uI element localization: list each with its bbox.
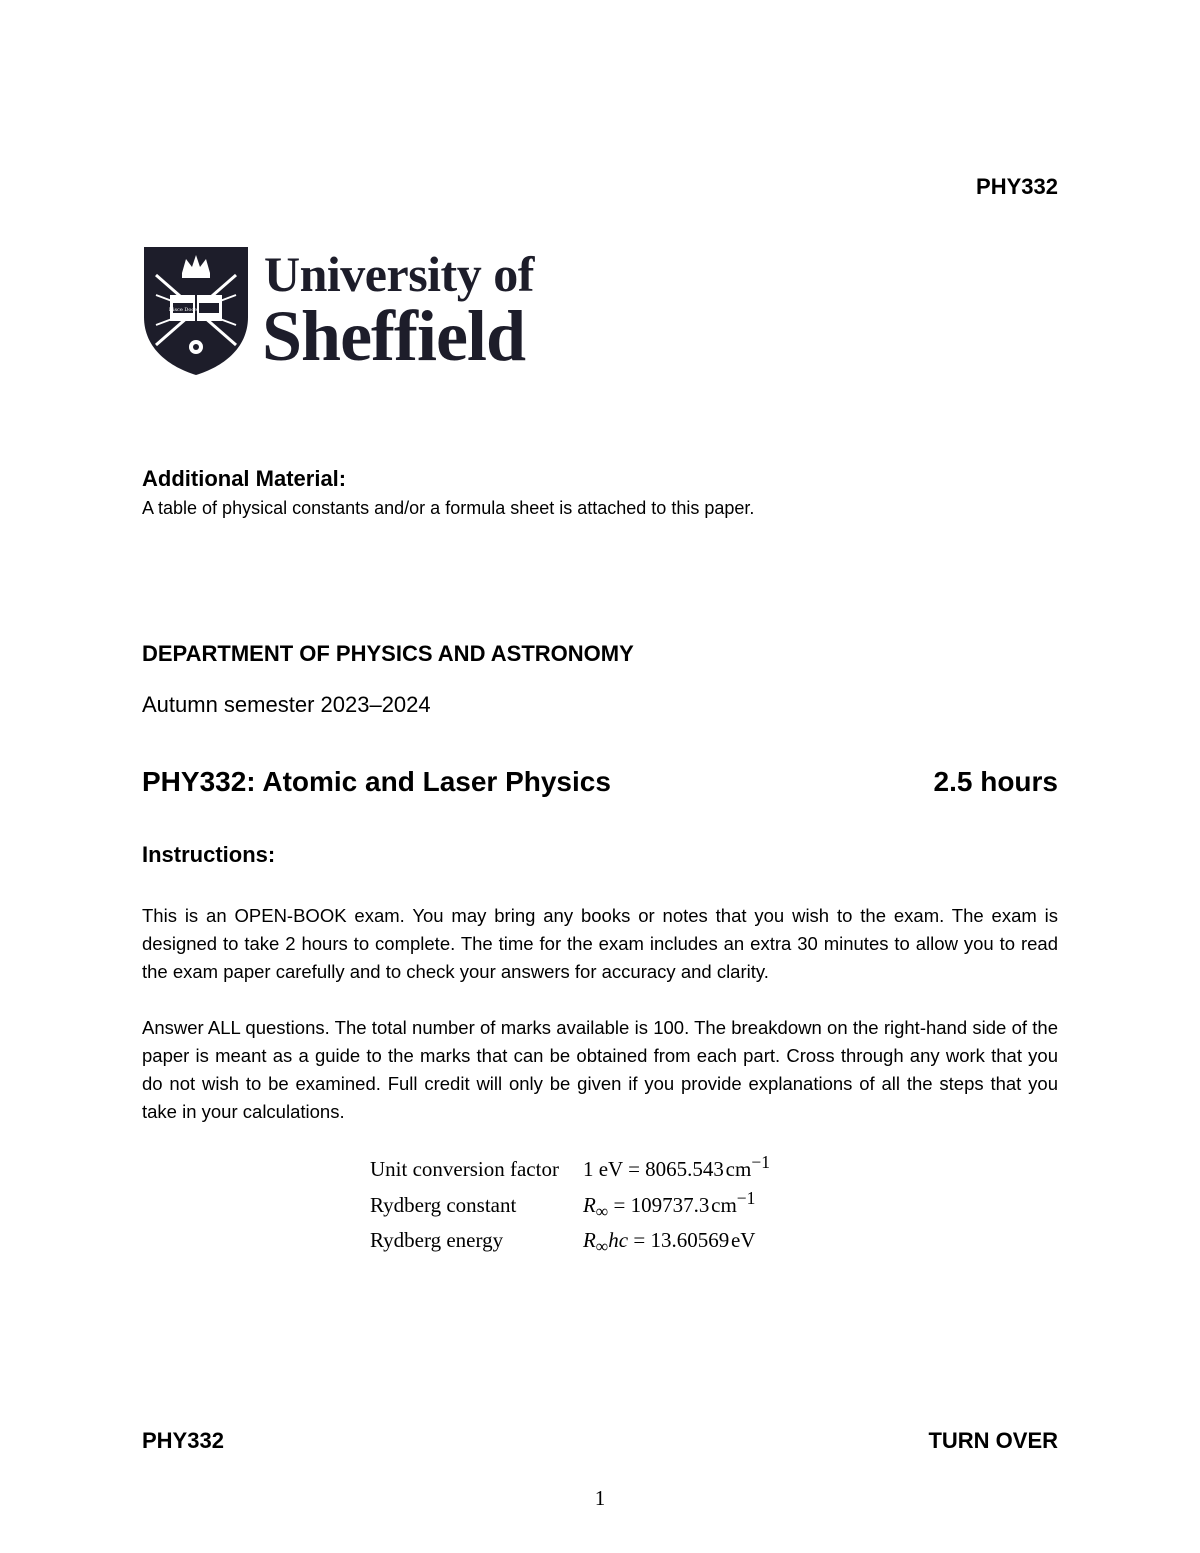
course-title: PHY332: Atomic and Laser Physics: [142, 766, 611, 797]
semester: Autumn semester 2023–2024: [142, 692, 431, 717]
constant-value: 109737.3: [630, 1193, 710, 1217]
constant-unit: cm: [711, 1193, 737, 1217]
constant-symbol-tail: hc: [608, 1228, 629, 1253]
logo-line-2: Sheffield: [262, 296, 526, 376]
turn-over-label: TURN OVER: [928, 1428, 1058, 1453]
university-crest-icon: [142, 245, 250, 377]
constant-label: Unit conversion factor: [370, 1157, 559, 1181]
constant-symbol: R: [582, 1193, 596, 1217]
constant-row: [370, 1148, 770, 1184]
additional-material-text: A table of physical constants and/or a formula sheet is attached to this paper.: [142, 498, 755, 518]
footer-module-code: PHY332: [142, 1428, 224, 1453]
constant-symbol: 1 eV: [582, 1157, 623, 1181]
constant-formula: $R_\infty hc = 13.60569$ eV: [582, 1228, 756, 1257]
constant-row: [370, 1226, 770, 1261]
exam-duration: 2.5 hours: [933, 766, 1058, 797]
constant-subscript: ∞: [595, 1201, 609, 1222]
constant-value: 8065.543: [645, 1157, 724, 1181]
instructions-heading: Instructions:: [142, 842, 276, 867]
constant-label: Rydberg energy: [370, 1228, 504, 1253]
constant-row: [370, 1184, 770, 1226]
constant-label: Rydberg constant: [370, 1193, 517, 1217]
constants-table: [370, 1148, 770, 1261]
logo-line-1: University of: [264, 246, 534, 302]
constant-unit: cm: [725, 1157, 752, 1181]
constant-formula: 1 eV = 8065.543 $cm^{-1}$: [582, 1152, 770, 1181]
constant-unit: eV: [730, 1228, 756, 1253]
constant-exponent: −1: [751, 1152, 770, 1172]
additional-material-heading: Additional Material:: [142, 466, 347, 491]
constant-formula: $R_\infty = 109737.3$ $cm^{-1}$: [582, 1188, 756, 1222]
instructions-paragraph-1: This is an OPEN-BOOK exam. You may bring any books or notes that you wish to the exam. The exam is designed to take 2 hours to complete. The time for the exam includes an extra 30 minutes to allow you to read the exam paper carefully and to check your answers for accuracy and clarity.: [142, 905, 1058, 982]
constant-value: 13.60569: [650, 1228, 730, 1253]
constant-exponent: −1: [736, 1188, 756, 1208]
constant-subscript: ∞: [595, 1236, 609, 1257]
crest-book-text: Disce Doce: [168, 307, 198, 313]
department-name: DEPARTMENT OF PHYSICS AND ASTRONOMY: [142, 641, 634, 666]
instructions-paragraph-2: Answer ALL questions. The total number of marks available is 100. The breakdown on the right-hand side of the paper is meant as a guide to the marks that can be obtained from each part. Cross through any work that you do not wish to be examined. Full credit will only be given if you provide explanations of all the steps that you take in your calculations.: [142, 1017, 1058, 1122]
page-number: 1: [594, 1486, 606, 1510]
constant-symbol: R: [582, 1228, 596, 1253]
university-logo: [142, 245, 562, 377]
header-module-code: PHY332: [976, 174, 1058, 199]
